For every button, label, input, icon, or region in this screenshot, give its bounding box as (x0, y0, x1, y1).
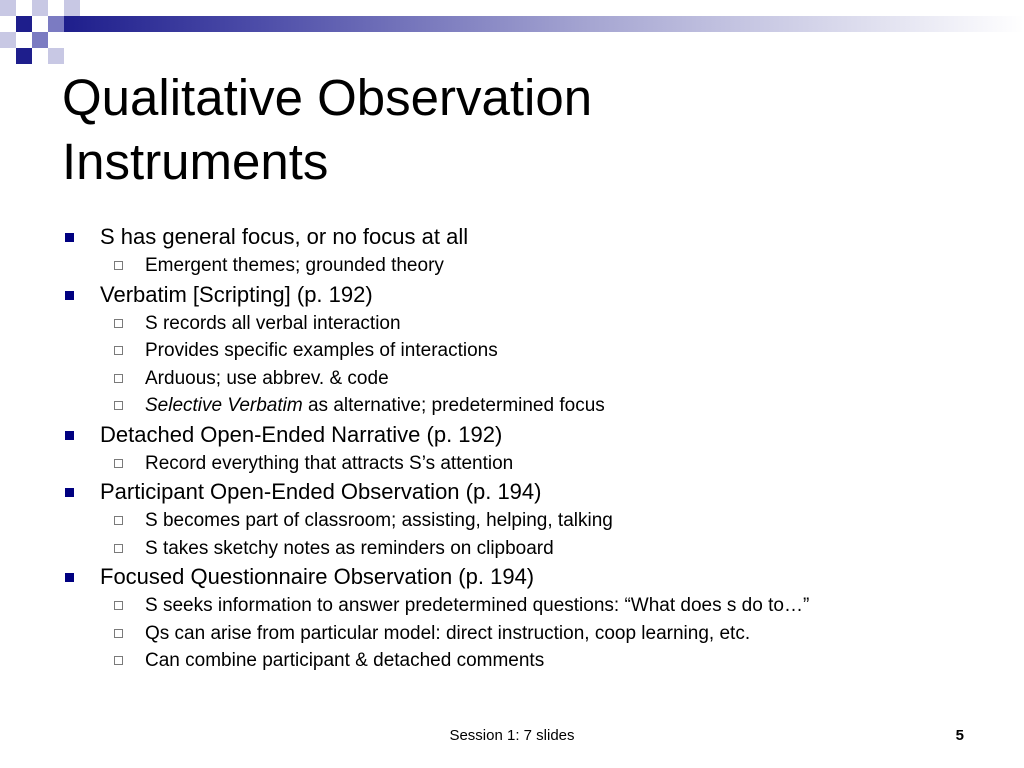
square-bullet-icon (65, 233, 74, 242)
hollow-square-bullet-icon (114, 601, 123, 610)
deco-square (48, 16, 64, 32)
hollow-square-bullet-icon (114, 459, 123, 468)
square-bullet-icon (65, 488, 74, 497)
page-number: 5 (955, 727, 964, 744)
sub-bullet-item (62, 592, 1002, 620)
deco-square (0, 0, 16, 16)
hollow-square-bullet-icon (114, 319, 123, 328)
sub-bullet-italic-text: Selective Verbatim (145, 395, 303, 416)
bullet-text: Focused Questionnaire Observation (p. 194) (100, 564, 535, 589)
sub-bullet-item (62, 392, 1002, 420)
bullet-text: Verbatim [Scripting] (p. 192) (100, 281, 373, 307)
sub-bullet-item (62, 365, 1002, 393)
bullet-text: Detached Open-Ended Narrative (p. 192) (100, 421, 503, 447)
slide-footer: Session 1: 7 slides (449, 727, 575, 744)
sub-bullet-item (62, 337, 1002, 365)
deco-square (32, 0, 48, 16)
sub-bullet-item (62, 535, 1002, 563)
square-bullet-icon (65, 573, 74, 582)
sub-bullet-item (62, 450, 1002, 478)
bullet-item (62, 477, 1002, 507)
sub-bullet-text: S seeks information to answer predetermined questions: “What does s do to…” (145, 595, 810, 616)
sub-bullet-text: S records all verbal interaction (145, 312, 401, 334)
bullet-item (62, 222, 1002, 252)
sub-bullet-text: as alternative; predetermined focus (302, 395, 605, 416)
bullet-item (62, 562, 1002, 592)
hollow-square-bullet-icon (114, 374, 123, 383)
deco-square (16, 48, 32, 64)
deco-square (64, 0, 80, 16)
sub-bullet-text: S takes sketchy notes as reminders on clipboard (145, 537, 554, 559)
sub-bullet-item (62, 252, 1002, 280)
sub-bullet-item (62, 647, 1002, 675)
deco-square (32, 32, 48, 48)
slide-title-line1: Qualitative Observation (62, 69, 593, 126)
sub-bullet-text: Qs can arise from particular model: direct instruction, coop learning, etc. (145, 622, 751, 644)
gradient-bar (64, 16, 1024, 32)
sub-bullet-text: Record everything that attracts S’s attention (145, 452, 514, 474)
sub-bullet-text: Emergent themes; grounded theory (145, 255, 444, 276)
bullet-list (62, 222, 1002, 675)
bullet-item (62, 280, 1002, 310)
hollow-square-bullet-icon (114, 544, 123, 553)
bullet-text: S has general focus, or no focus at all (100, 224, 469, 249)
sub-bullet-item (62, 507, 1002, 535)
deco-square (0, 32, 16, 48)
bullet-text: Participant Open-Ended Observation (p. 194) (100, 479, 542, 504)
hollow-square-bullet-icon (114, 516, 123, 525)
sub-bullet-text: S becomes part of classroom; assisting, helping, talking (145, 510, 613, 531)
hollow-square-bullet-icon (114, 346, 123, 355)
hollow-square-bullet-icon (114, 629, 123, 638)
sub-bullet-text: Can combine participant & detached comments (145, 650, 545, 671)
header-decoration (0, 0, 1024, 64)
square-bullet-icon (65, 291, 74, 300)
hollow-square-bullet-icon (114, 656, 123, 665)
sub-bullet-item (62, 310, 1002, 338)
hollow-square-bullet-icon (114, 401, 123, 410)
sub-bullet-text: Arduous; use abbrev. & code (145, 367, 389, 389)
slide-title (62, 66, 962, 194)
slide-title-line2: Instruments (62, 133, 329, 190)
sub-bullet-item (62, 620, 1002, 648)
hollow-square-bullet-icon (114, 261, 123, 270)
bullet-item (62, 420, 1002, 450)
sub-bullet-text: Provides specific examples of interactions (145, 340, 498, 361)
square-bullet-icon (65, 431, 74, 440)
deco-square (16, 16, 32, 32)
deco-square (48, 48, 64, 64)
